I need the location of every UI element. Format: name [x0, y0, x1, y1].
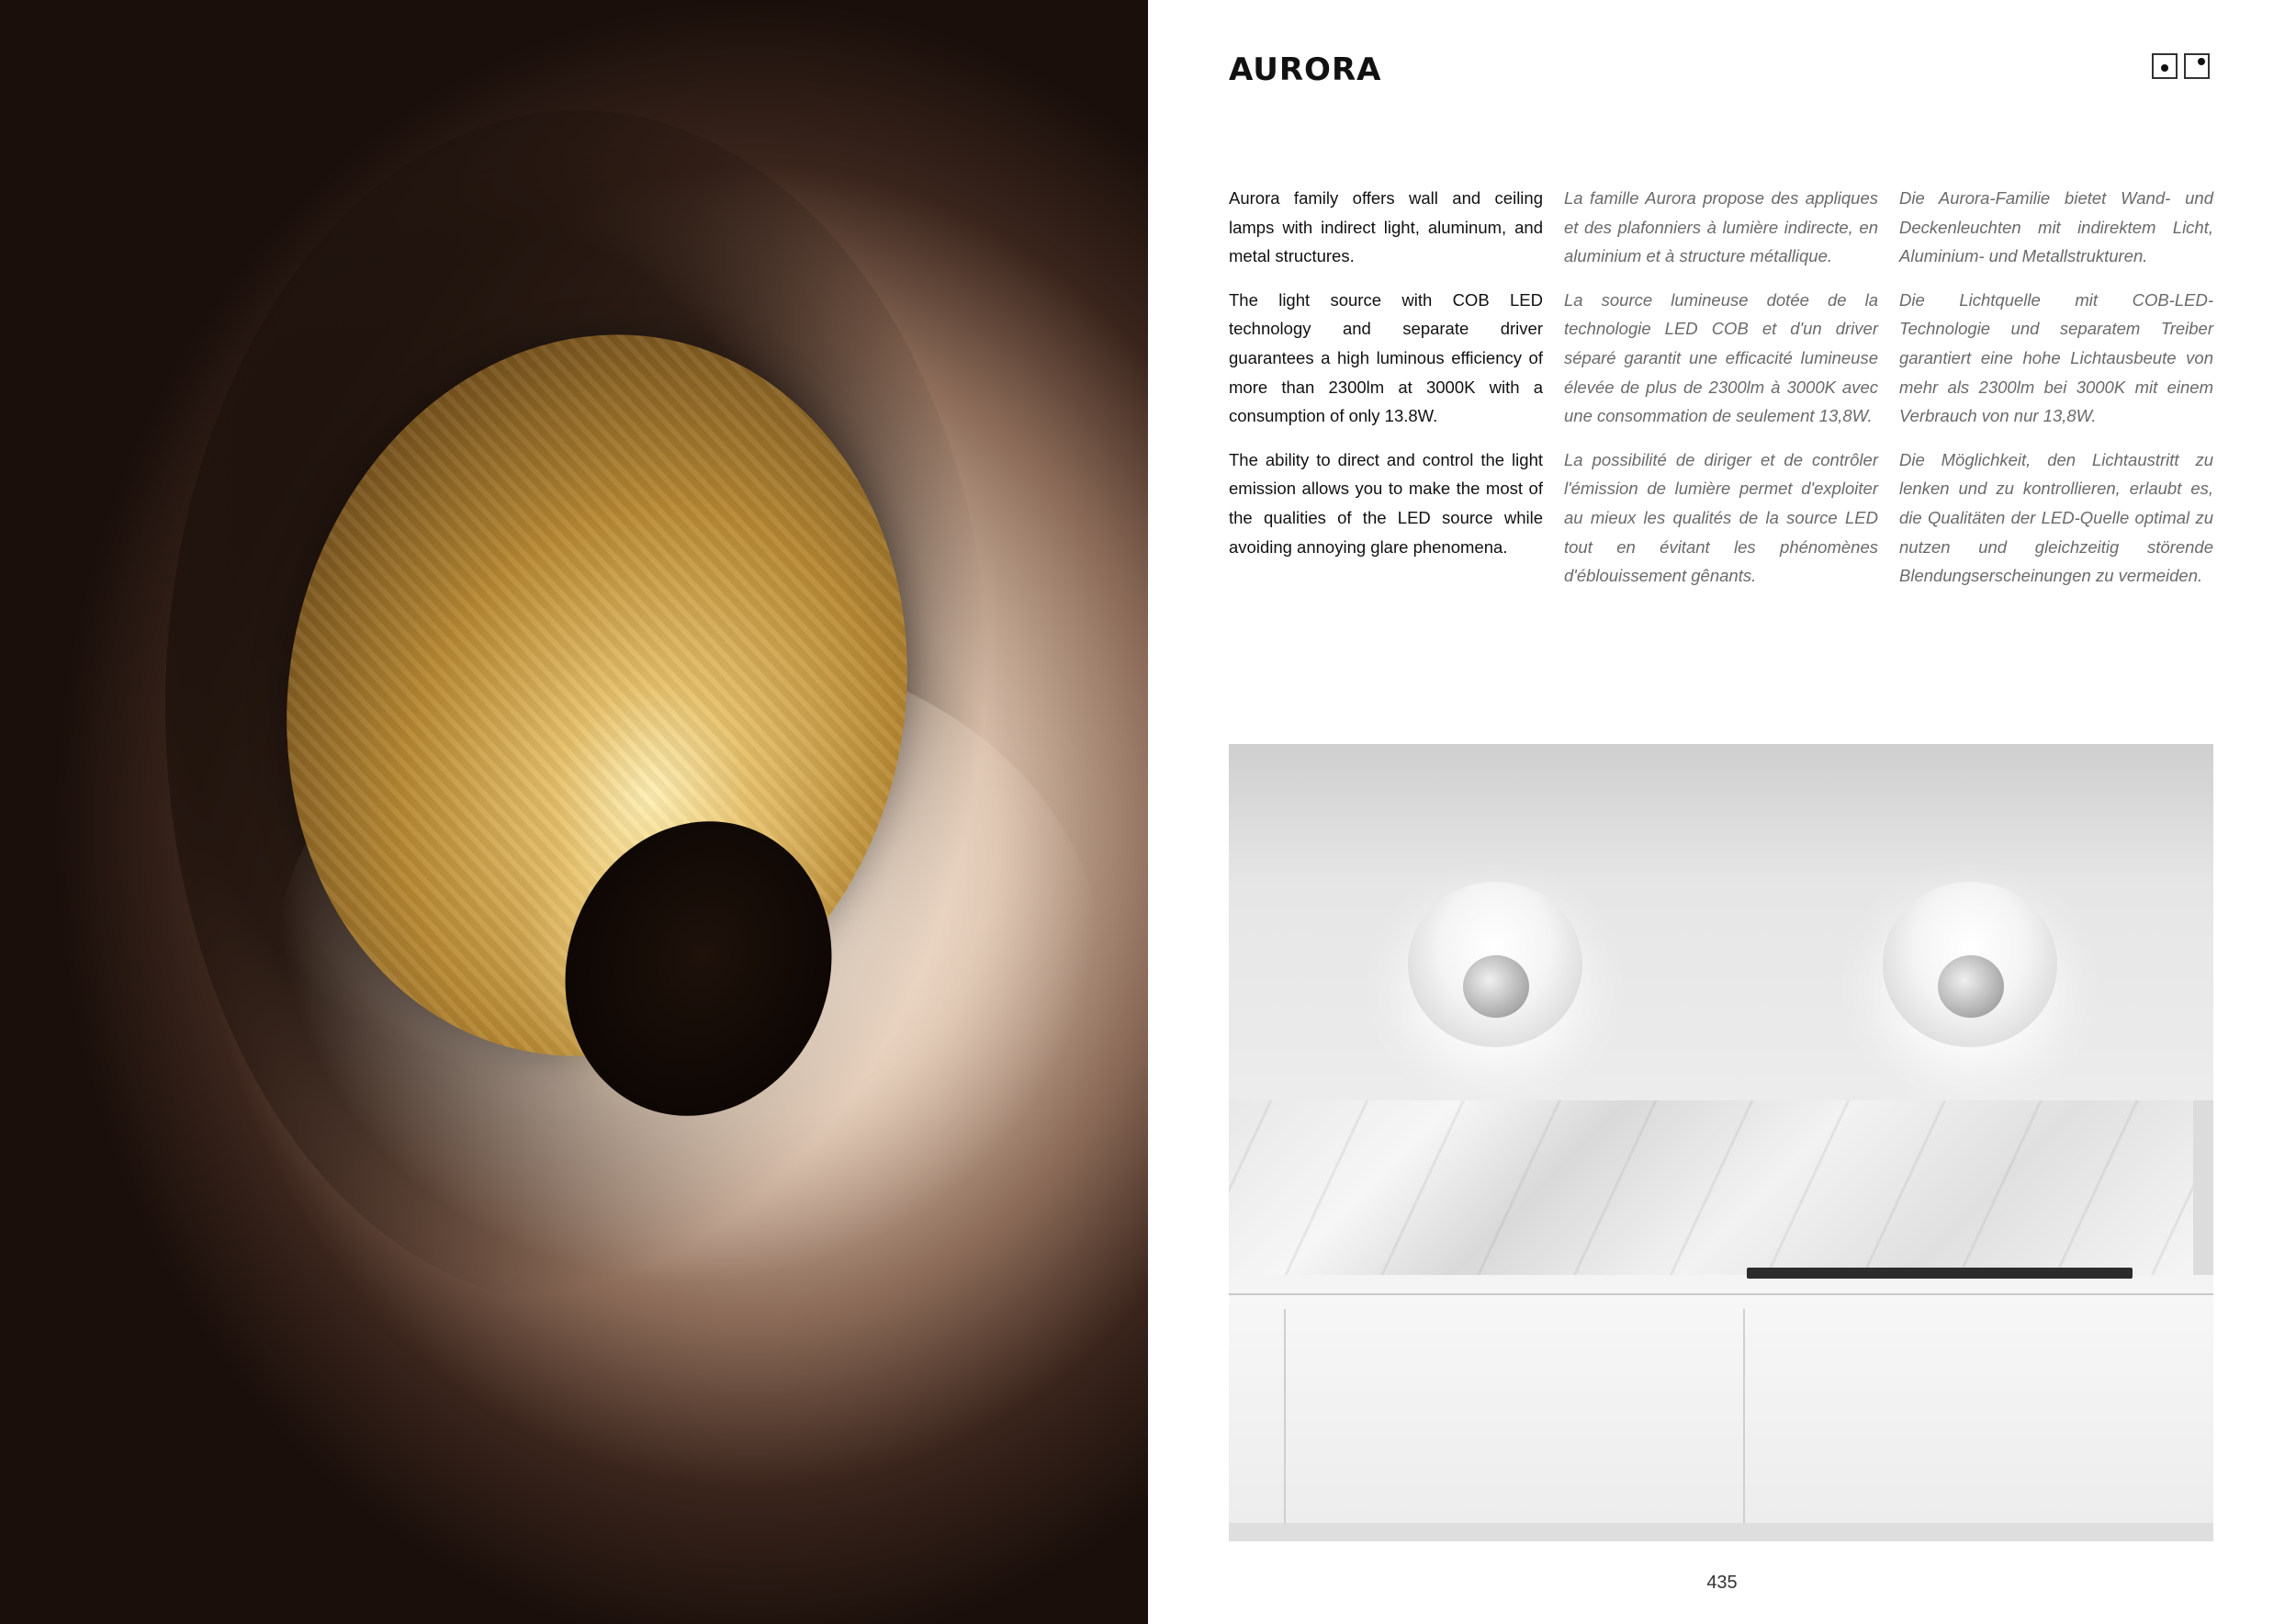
text-column-german — [1899, 184, 2213, 605]
cooktop — [1747, 1268, 2133, 1279]
paragraph: Aurora family offers wall and ceiling lamps with indirect light, aluminum, and metal structures. — [1229, 188, 1543, 266]
cabinet-seam — [1743, 1309, 1745, 1529]
plinth — [1229, 1523, 2213, 1541]
paragraph: Die Lichtquelle mit COB-LED-Technologie und separatem Treiber garantiert eine hohe Lichtausbeute von mehr als 2300lm bei 3000K mit einem Verbrauch von nur 13,8W. — [1899, 289, 2213, 426]
paragraph: Die Aurora-Familie bietet Wand- und Deckenleuchten mit indirektem Licht, Aluminium- und Metallstrukturen. — [1899, 188, 2213, 266]
paragraph: La source lumineuse dotée de la technologie LED COB et d'un driver séparé garantit une efficacité lumineuse élevée de plus de 2300lm à 3000K avec une consommation de seulement 13,8W. — [1564, 289, 1878, 426]
text-column-english — [1229, 184, 1543, 576]
marble-backsplash — [1229, 1100, 2193, 1275]
page-number: 435 — [1706, 1573, 1738, 1593]
text-column-french — [1564, 184, 1878, 605]
kitchen-wall — [1229, 744, 2213, 1100]
page-title: AURORA — [1229, 51, 1382, 88]
paragraph: La famille Aurora propose des appliques et des plafonniers à lumière indirecte, en aluminium et à structure métallique. — [1564, 188, 1878, 266]
wall-lamp-left — [1408, 882, 1582, 1047]
paragraph: Die Möglichkeit, den Lichtaustritt zu lenken und zu kontrollieren, erlaubt es, die Qualitäten der LED-Quelle optimal zu nutzen und gleichzeitig störende Blendungserscheinungen zu vermeiden. — [1899, 449, 2213, 586]
wall-mount-icon — [2152, 53, 2178, 79]
ceiling-mount-icon — [2184, 53, 2210, 79]
cabinet-seam — [1284, 1309, 1286, 1529]
paragraph: The light source with COB LED technology and separate driver guarantees a high luminous efficiency of more than 2300lm at 3000K with a consumption of only 13.8W. — [1229, 289, 1543, 426]
cabinets — [1229, 1295, 2213, 1541]
paragraph: La possibilité de diriger et de contrôler l'émission de lumière permet d'exploiter au mieux les qualités de la source LED tout en évitant les phénomènes d'éblouissement gênants. — [1564, 449, 1878, 586]
kitchen-photo — [1229, 744, 2213, 1541]
paragraph: The ability to direct and control the light emission allows you to make the most of the qualities of the LED source while avoiding annoying glare phenomena. — [1229, 449, 1543, 557]
wall-lamp-right — [1883, 882, 2057, 1047]
